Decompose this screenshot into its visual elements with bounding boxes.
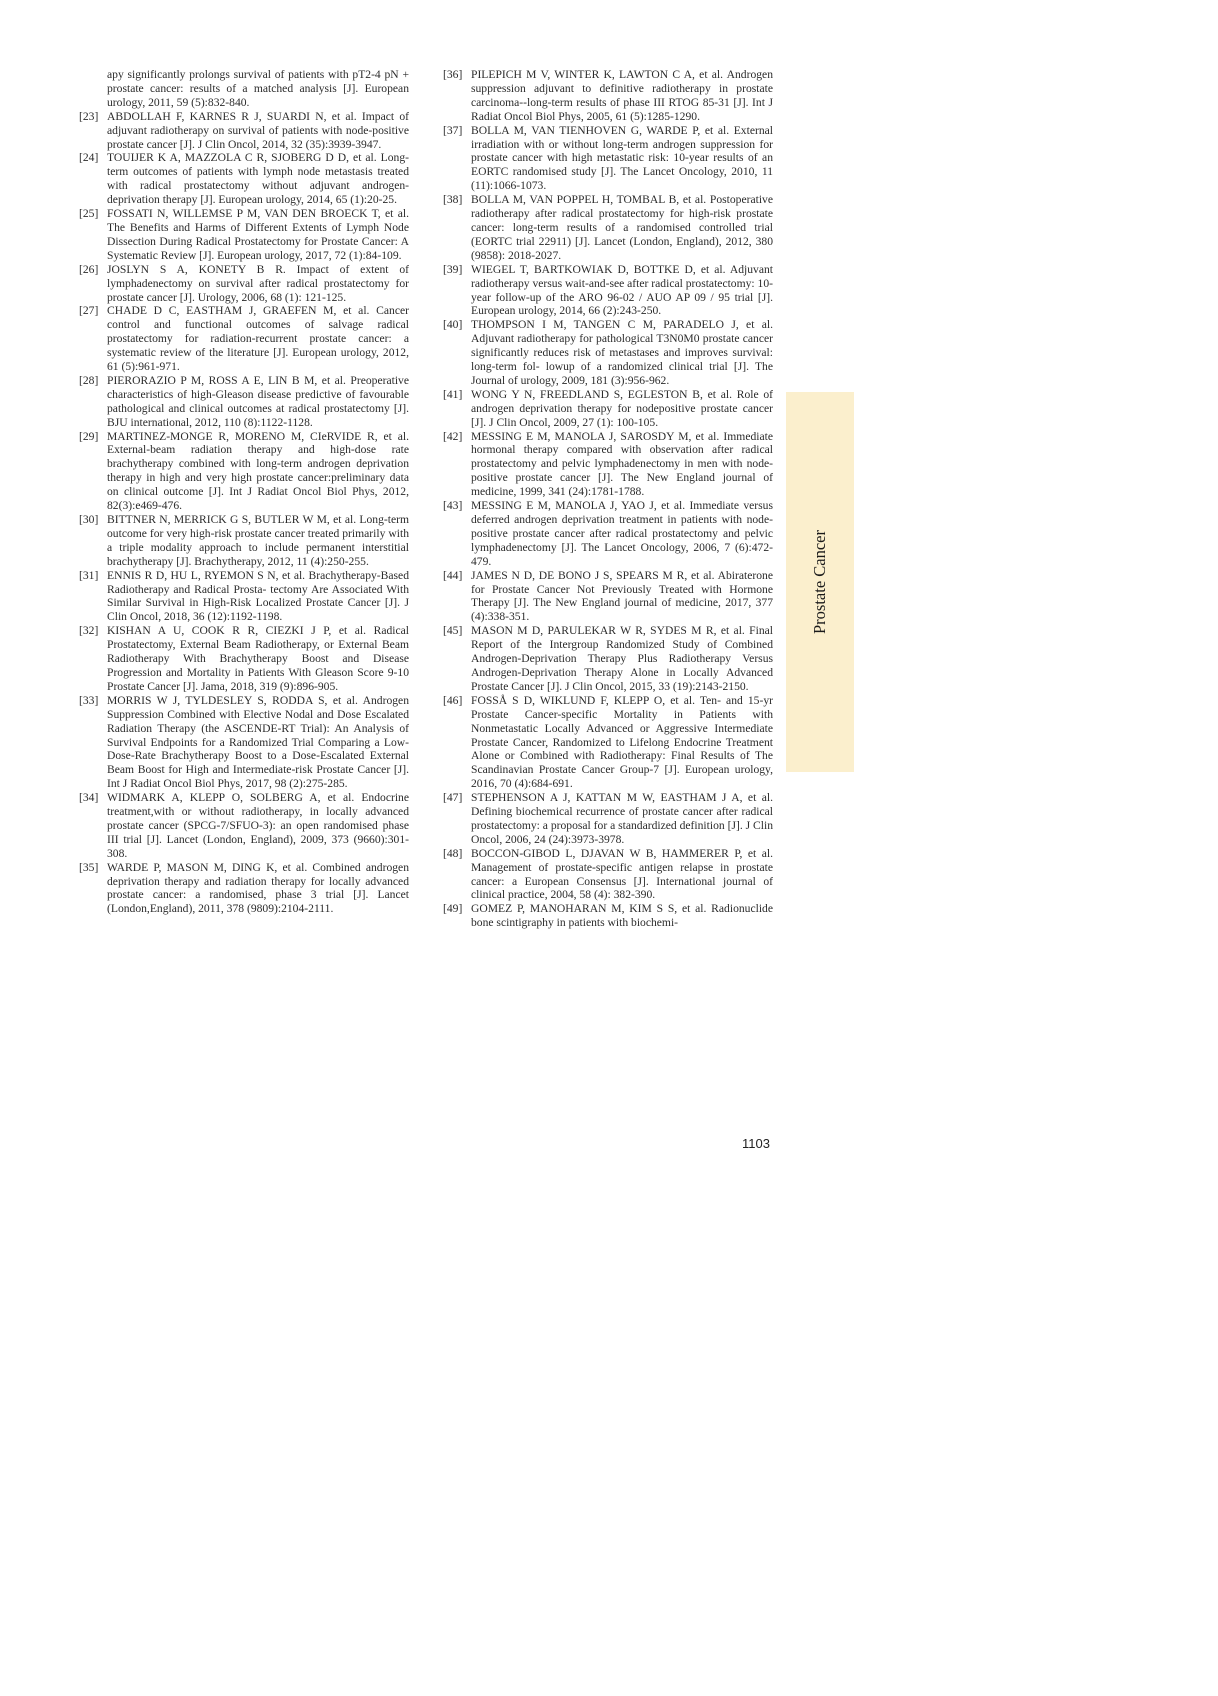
reference-item	[79, 624, 409, 694]
reference-number: [30]	[79, 513, 99, 526]
reference-text: CHADE D C, EASTHAM J, GRAEFEN M, et al. Cancer control and functional outcomes of salvage radical prostatectomy for radiation-recurrent prostate cancer: a systematic review of the literature [J]. European urology, 2012, 61 (5):961-971.	[107, 304, 409, 374]
reference-text: GOMEZ P, MANOHARAN M, KIM S S, et al. Radionuclide bone scintigraphy in patients with biochemi-	[471, 902, 773, 930]
reference-item	[79, 694, 409, 791]
reference-item	[443, 624, 773, 694]
reference-item	[443, 193, 773, 263]
reference-number: [40]	[443, 318, 463, 332]
reference-number: [46]	[443, 693, 463, 707]
reference-text: BOLLA M, VAN POPPEL H, TOMBAL B, et al. Postoperative radiotherapy after radical prostatectomy for high-risk prostate cancer: long-term results of a randomised controlled trial (EORTC trial 22911) [J]. Lancet (London, England), 2012, 380 (9858): 2018-2027.	[471, 193, 773, 262]
reference-text: KISHAN A U, COOK R R, CIEZKI J P, et al. Radical Prostatectomy, External Beam Radiotherapy, or External Beam Radiotherapy With Brachytherapy Boost and Disease Progression and Mortality in Patients With Gleason Score 9-10 Prostate Cancer [J]. Jama, 2018, 319 (9):896-905.	[107, 624, 409, 693]
section-side-tab-label: Prostate Cancer	[810, 529, 829, 635]
reference-text: WARDE P, MASON M, DING K, et al. Combined androgen deprivation therapy and radiation therapy for locally advanced prostate cancer: a randomised, phase 3 trial [J]. Lancet (London,England), 2011, 378 (9809):2104-2111.	[107, 860, 409, 916]
reference-number: [47]	[443, 791, 463, 805]
reference-text: MESSING E M, MANOLA J, SAROSDY M, et al. Immediate hormonal therapy compared with observation after radical prostatectomy and pelvic lymphadenectomy in men with node-positive prostate cancer [J]. The New England journal of medicine, 1999, 341 (24):1781-1788.	[471, 429, 773, 499]
reference-text: MARTINEZ-MONGE R, MORENO M, CIeRVIDE R, et al. External-beam radiation therapy and high-dose rate brachytherapy combined with long-term androgen deprivation therapy in high and very high prostate cancer:preliminary data on clinical outcome [J]. Int J Radiat Oncol Biol Phys, 2012, 82(3):e469-476.	[107, 429, 409, 513]
reference-number: [34]	[79, 791, 99, 805]
reference-text: ABDOLLAH F, KARNES R J, SUARDI N, et al. Impact of adjuvant radiotherapy on survival of patients with node-positive prostate cancer [J]. J Clin Oncol, 2014, 32 (35):3939-3947.	[107, 109, 409, 151]
reference-number: [37]	[443, 123, 463, 137]
reference-item	[443, 68, 773, 124]
reference-text: WONG Y N, FREEDLAND S, EGLESTON B, et al. Role of androgen deprivation therapy for nodepositive prostate cancer [J]. J Clin Oncol, 2009, 27 (1): 100-105.	[471, 387, 773, 429]
reference-number: [27]	[79, 304, 99, 318]
reference-text: JAMES N D, DE BONO J S, SPEARS M R, et al. Abiraterone for Prostate Cancer Not Previously Treated with Hormone Therapy [J]. The New England journal of medicine, 2017, 377 (4):338-351.	[471, 568, 773, 624]
reference-item	[443, 847, 773, 903]
reference-number: [38]	[443, 193, 463, 207]
reference-text: MORRIS W J, TYLDESLEY S, RODDA S, et al. Androgen Suppression Combined with Elective Nodal and Dose Escalated Radiation Therapy (the ASCENDE-RT Trial): An Analysis of Survival Endpoints for a Randomized Trial Comparing a Low-Dose-Rate Brachytherapy Boost to a Dose-Escalated External Beam Boost for High and Intermediate-risk Prostate Cancer [J]. Int J Radiat Oncol Biol Phys, 2017, 98 (2):275-285.	[107, 693, 409, 791]
reference-number: [35]	[79, 860, 99, 874]
reference-item	[443, 318, 773, 388]
reference-text: PIERORAZIO P M, ROSS A E, LIN B M, et al. Preoperative characteristics of high-Gleason disease predictive of favourable pathological and clinical outcomes at radical prostatectomy [J]. BJU international, 2012, 110 (8):1122-1128.	[107, 373, 409, 429]
reference-item	[79, 110, 409, 152]
reference-continuation	[79, 68, 409, 110]
reference-text: ENNIS R D, HU L, RYEMON S N, et al. Brachytherapy-Based Radiotherapy and Radical Prosta- tectomy Are Associated With Similar Survival in High-Risk Localized Prostate Cancer [J]. J Clin Oncol, 2018, 36 (12):1192-1198.	[107, 568, 409, 624]
reference-text: JOSLYN S A, KONETY B R. Impact of extent of lymphadenectomy on survival after radical prostatectomy for prostate cancer [J]. Urology, 2006, 68 (1): 121-125.	[107, 262, 409, 304]
reference-text: BOCCON-GIBOD L, DJAVAN W B, HAMMERER P, et al. Management of prostate-specific antigen relapse in prostate cancer: a European Consensus [J]. International journal of clinical practice, 2004, 58 (4): 382-390.	[471, 846, 773, 902]
reference-number: [44]	[443, 568, 463, 582]
reference-number: [25]	[79, 207, 99, 221]
reference-item	[443, 791, 773, 847]
reference-number: [26]	[79, 262, 99, 276]
reference-number: [32]	[79, 624, 99, 638]
references-left-column	[79, 68, 409, 916]
reference-number: [28]	[79, 373, 99, 387]
reference-item	[79, 374, 409, 430]
reference-item	[79, 861, 409, 917]
reference-item	[443, 124, 773, 194]
reference-item	[443, 499, 773, 569]
reference-item	[79, 791, 409, 861]
reference-number: [29]	[79, 429, 99, 443]
reference-text: FOSSATI N, WILLEMSE P M, VAN DEN BROECK T, et al. The Benefits and Harms of Different Extents of Lymph Node Dissection During Radical Prostatectomy for Prostate Cancer: A Systematic Review [J]. European urology, 2017, 72 (1):84-109.	[107, 207, 409, 262]
reference-number: [36]	[443, 68, 463, 81]
reference-text: STEPHENSON A J, KATTAN M W, EASTHAM J A, et al. Defining biochemical recurrence of prostate cancer after radical prostatectomy: a proposal for a standardized definition [J]. J Clin Oncol, 2006, 24 (24):3973-3978.	[471, 791, 774, 846]
reference-item	[443, 430, 773, 500]
reference-number: [41]	[443, 387, 463, 401]
reference-text: TOUIJER K A, MAZZOLA C R, SJOBERG D D, et al. Long-term outcomes of patients with lymph node metastasis treated with radical prostatectomy without adjuvant androgen-deprivation therapy [J]. European urology, 2014, 65 (1):20-25.	[107, 151, 409, 207]
reference-number: [39]	[443, 262, 463, 276]
reference-item	[79, 513, 409, 569]
reference-text: PILEPICH M V, WINTER K, LAWTON C A, et al. Androgen suppression adjuvant to definitive radiotherapy in prostate carcinoma--long-term results of phase III RTOG 85-31 [J]. Int J Radiat Oncol Biol Phys, 2005, 61 (5):1285-1290.	[471, 68, 773, 123]
reference-item	[79, 151, 409, 207]
reference-item	[443, 388, 773, 430]
reference-item	[443, 902, 773, 930]
section-side-tab	[786, 392, 854, 772]
reference-text: THOMPSON I M, TANGEN C M, PARADELO J, et al. Adjuvant radiotherapy for pathological T3N0M0 prostate cancer significantly reduces risk of metastases and improves survival: long-term fol- lowup of a randomized clinical trial [J]. The Journal of urology, 2009, 181 (3):956-962.	[471, 318, 773, 387]
reference-number: [49]	[443, 902, 463, 916]
references-right-column	[443, 68, 773, 930]
reference-item	[79, 304, 409, 374]
reference-text: MASON M D, PARULEKAR W R, SYDES M R, et al. Final Report of the Intergroup Randomized Study of Combined Androgen-Deprivation Therapy Plus Radiotherapy Versus Androgen-Deprivation Therapy Alone in Locally Advanced Prostate Cancer [J]. J Clin Oncol, 2015, 33 (19):2143-2150.	[471, 624, 773, 693]
reference-text: apy significantly prolongs survival of patients with pT2-4 pN + prostate cancer: results of a matched analysis [J]. European urology, 2011, 59 (5):832-840.	[107, 68, 409, 109]
reference-number: [48]	[443, 846, 463, 860]
reference-text: BITTNER N, MERRICK G S, BUTLER W M, et al. Long-term outcome for very high-risk prostate cancer treated primarily with a triple modality approach to include permanent interstitial brachytherapy [J]. Brachytherapy, 2012, 11 (4):250-255.	[107, 513, 409, 568]
page-number: 1103	[742, 1136, 770, 1151]
reference-item	[443, 569, 773, 625]
reference-text: MESSING E M, MANOLA J, YAO J, et al. Immediate versus deferred androgen deprivation treatment in patients with node-positive prostate cancer after radical prostatectomy and pelvic lymphadenectomy [J]. The Lancet Oncology, 2006, 7 (6):472-479.	[471, 499, 773, 568]
reference-number: [31]	[79, 568, 99, 582]
reference-text: FOSSÅ S D, WIKLUND F, KLEPP O, et al. Ten- and 15-yr Prostate Cancer-specific Mortality in Patients with Nonmetastatic Locally Advanced or Aggressive Intermediate Prostate Cancer, Randomized to Lifelong Endocrine Treatment Alone or Combined with Radiotherapy: Final Results of The Scandinavian Prostate Cancer Group-7 [J]. European urology, 2016, 70 (4):684-691.	[471, 693, 773, 791]
reference-number: [23]	[79, 109, 99, 123]
reference-item	[79, 207, 409, 263]
reference-text: WIEGEL T, BARTKOWIAK D, BOTTKE D, et al. Adjuvant radiotherapy versus wait-and-see after radical prostatectomy: 10-year follow-up of the ARO 96-02 / AUO AP 09 / 95 trial [J]. European urology, 2014, 66 (2):243-250.	[471, 262, 773, 318]
reference-text: WIDMARK A, KLEPP O, SOLBERG A, et al. Endocrine treatment,with or without radiotherapy, in locally advanced prostate cancer (SPCG-7/SFUO-3): an open randomised phase III trial [J]. Lancet (London, England), 2009, 373 (9660):301-308.	[107, 791, 409, 860]
reference-item	[443, 263, 773, 319]
reference-number: [33]	[79, 693, 99, 707]
reference-item	[79, 430, 409, 513]
reference-number: [42]	[443, 429, 463, 443]
reference-item	[79, 263, 409, 305]
reference-number: [43]	[443, 499, 463, 513]
reference-number: [45]	[443, 624, 463, 638]
reference-item	[443, 694, 773, 791]
reference-number: [24]	[79, 151, 99, 165]
reference-item	[79, 569, 409, 625]
reference-text: BOLLA M, VAN TIENHOVEN G, WARDE P, et al. External irradiation with or without long-term androgen suppression for prostate cancer with high metastatic risk: 10-year results of an EORTC randomised study [J]. The Lancet Oncology, 2010, 11 (11):1066-1073.	[471, 123, 773, 193]
